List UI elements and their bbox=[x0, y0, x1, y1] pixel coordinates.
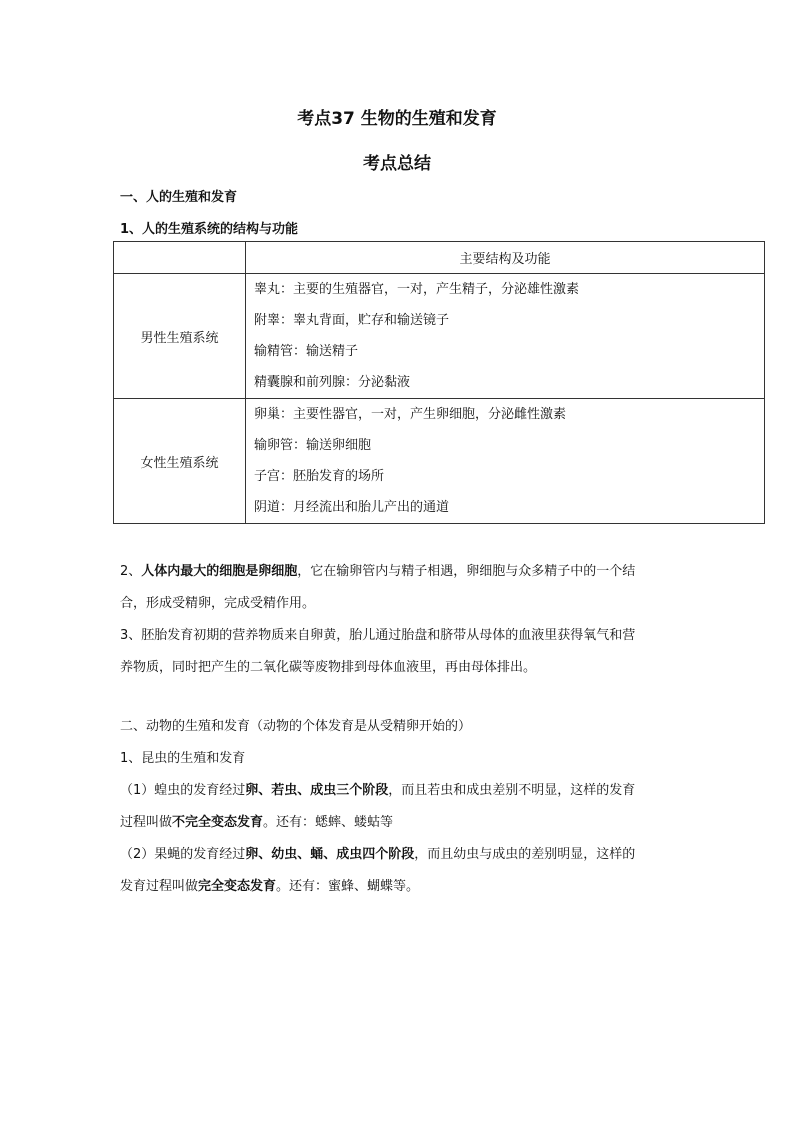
bold-phrase: 卵、若虫、成虫三个阶段 bbox=[245, 783, 389, 798]
paragraph-line bbox=[120, 807, 680, 839]
list-item: 精囊腺和前列腺：分泌黏液 bbox=[254, 375, 411, 390]
list-item: 睾丸：主要的生殖器官，一对，产生精子，分泌雄性激素 bbox=[254, 282, 580, 297]
male-system-functions bbox=[246, 274, 765, 399]
paragraph-text: （1）蝗虫的发育经过 bbox=[120, 783, 246, 798]
list-item: 输卵管：输送卵细胞 bbox=[254, 438, 372, 453]
table-header-row bbox=[114, 242, 765, 274]
paragraph-line bbox=[120, 775, 680, 807]
table-row bbox=[114, 399, 765, 524]
female-system-functions bbox=[246, 399, 765, 524]
paragraph-text: 。还有：蜜蜂、蝴蝶等。 bbox=[276, 879, 420, 894]
list-item: 附睾：睾丸背面，贮存和输送镜子 bbox=[254, 313, 450, 328]
paragraph-text: 。还有：蟋蟀、蝼蛄等 bbox=[263, 815, 394, 830]
paragraph-prefix: 2、 bbox=[120, 564, 142, 579]
paragraph-line: 合，形成受精卵，完成受精作用。 bbox=[120, 596, 316, 611]
paragraph-text: ，而且若虫和成虫差别不明显，这样的发育 bbox=[388, 783, 636, 798]
paragraph-text: 过程叫做 bbox=[120, 815, 173, 830]
paragraph-locust bbox=[120, 775, 680, 839]
section2-subheading: 1、昆虫的生殖和发育 bbox=[120, 751, 246, 766]
section1-subheading: 1、人的生殖系统的结构与功能 bbox=[120, 222, 299, 237]
paragraph-fruit-fly bbox=[120, 839, 680, 903]
section1-heading: 一、人的生殖和发育 bbox=[120, 190, 238, 205]
bold-phrase: 人体内最大的细胞是卵细胞 bbox=[141, 564, 298, 579]
list-item: 阴道：月经流出和胎儿产出的通道 bbox=[254, 500, 450, 515]
bold-phrase: 卵、幼虫、蛹、成虫四个阶段 bbox=[245, 847, 415, 862]
list-item: 子宫：胚胎发育的场所 bbox=[254, 469, 385, 484]
bold-phrase: 完全变态发育 bbox=[198, 879, 277, 894]
table-header-function: 主要结构及功能 bbox=[246, 242, 765, 274]
list-item: 卵巢：主要性器官，一对，产生卵细胞，分泌雌性激素 bbox=[254, 407, 567, 422]
paragraph-text: （2）果蝇的发育经过 bbox=[120, 847, 246, 862]
paragraph-line bbox=[120, 839, 680, 871]
paragraph-line bbox=[120, 871, 680, 903]
page-subtitle: 考点总结 bbox=[363, 154, 431, 174]
paragraph-line: 养物质，同时把产生的二氧化碳等废物排到母体血液里，再由母体排出。 bbox=[120, 660, 537, 675]
bold-phrase: 不完全变态发育 bbox=[172, 815, 264, 830]
paragraph-line bbox=[120, 556, 680, 588]
page-title: 考点37 生物的生殖和发育 bbox=[297, 109, 497, 129]
table-header-empty bbox=[114, 242, 246, 274]
paragraph-text: ，而且幼虫与成虫的差别明显，这样的 bbox=[414, 847, 636, 862]
paragraph-embryo-nutrition bbox=[120, 620, 680, 684]
table-row bbox=[114, 274, 765, 399]
paragraph-largest-cell bbox=[120, 556, 680, 620]
paragraph-text: 发育过程叫做 bbox=[120, 879, 199, 894]
list-item: 输精管：输送精子 bbox=[254, 344, 359, 359]
paragraph-text: ，它在输卵管内与精子相遇，卵细胞与众多精子中的一个结 bbox=[297, 564, 636, 579]
section2-heading: 二、动物的生殖和发育（动物的个体发育是从受精卵开始的） bbox=[120, 719, 472, 734]
reproductive-system-table bbox=[113, 241, 765, 524]
paragraph-line: 3、胚胎发育初期的营养物质来自卵黄，胎儿通过胎盘和脐带从母体的血液里获得氧气和营 bbox=[120, 628, 636, 643]
female-system-label: 女性生殖系统 bbox=[114, 399, 246, 524]
male-system-label: 男性生殖系统 bbox=[114, 274, 246, 399]
